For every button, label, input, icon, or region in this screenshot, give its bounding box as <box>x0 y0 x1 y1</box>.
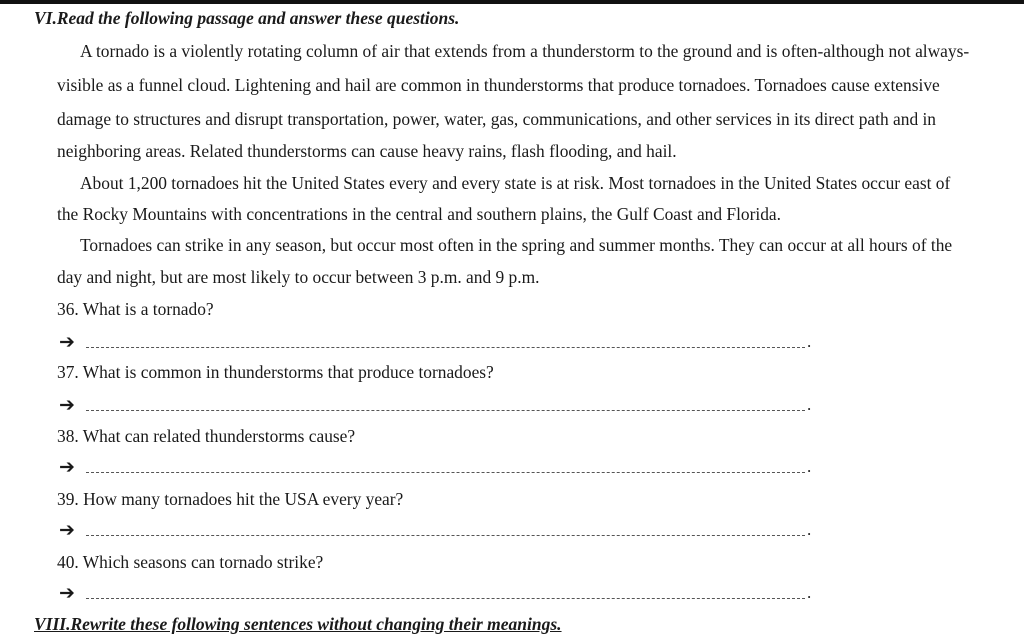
answer-blank-40[interactable] <box>86 598 805 599</box>
answer-row-40 <box>57 581 827 605</box>
passage-line-8: day and night, but are most likely to occur between 3 p.m. and 9 p.m. <box>57 267 540 287</box>
answer-end-dot: . <box>807 520 812 539</box>
answer-end-dot: . <box>807 332 812 351</box>
answer-row-36 <box>57 330 827 354</box>
section-8-heading: VIII.Rewrite these following sentences without changing their meanings. <box>34 614 562 634</box>
answer-row-39 <box>57 518 827 542</box>
question-37: 37. What is common in thunderstorms that produce tornadoes? <box>57 362 494 382</box>
answer-end-dot: . <box>807 457 812 476</box>
arrow-icon: ➔ <box>59 331 75 353</box>
passage-line-5: About 1,200 tornadoes hit the United States every and every state is at risk. Most tornadoes in the United States occur east of <box>80 173 951 193</box>
section-6-heading: VI.Read the following passage and answer these questions. <box>34 8 460 28</box>
passage-line-6: the Rocky Mountains with concentrations in the central and southern plains, the Gulf Coast and Florida. <box>57 204 781 224</box>
answer-blank-38[interactable] <box>86 472 805 473</box>
answer-end-dot: . <box>807 583 812 602</box>
arrow-icon: ➔ <box>59 456 75 478</box>
question-38: 38. What can related thunderstorms cause? <box>57 426 356 446</box>
answer-blank-37[interactable] <box>86 410 805 411</box>
answer-end-dot: . <box>807 395 812 414</box>
answer-row-37 <box>57 393 827 417</box>
answer-row-38 <box>57 455 827 479</box>
answer-blank-39[interactable] <box>86 535 805 536</box>
arrow-icon: ➔ <box>59 519 75 541</box>
arrow-icon: ➔ <box>59 394 75 416</box>
question-36: 36. What is a tornado? <box>57 299 214 319</box>
question-39: 39. How many tornadoes hit the USA every year? <box>57 489 404 509</box>
passage-line-7: Tornadoes can strike in any season, but occur most often in the spring and summer months. They can occur at all hours of the <box>80 235 953 255</box>
passage-line-2: visible as a funnel cloud. Lightening and hail are common in thunderstorms that produce tornadoes. Tornadoes cause extensive <box>57 75 940 95</box>
passage-line-4: neighboring areas. Related thunderstorms can cause heavy rains, flash flooding, and hail. <box>57 141 677 161</box>
answer-blank-36[interactable] <box>86 347 805 348</box>
passage-line-3: damage to structures and disrupt transportation, power, water, gas, communications, and other services in its direct path and in <box>57 109 937 129</box>
passage-line-1: A tornado is a violently rotating column of air that extends from a thunderstorm to the ground and is often-although not always- <box>80 41 970 61</box>
arrow-icon: ➔ <box>59 582 75 604</box>
question-40: 40. Which seasons can tornado strike? <box>57 552 324 572</box>
